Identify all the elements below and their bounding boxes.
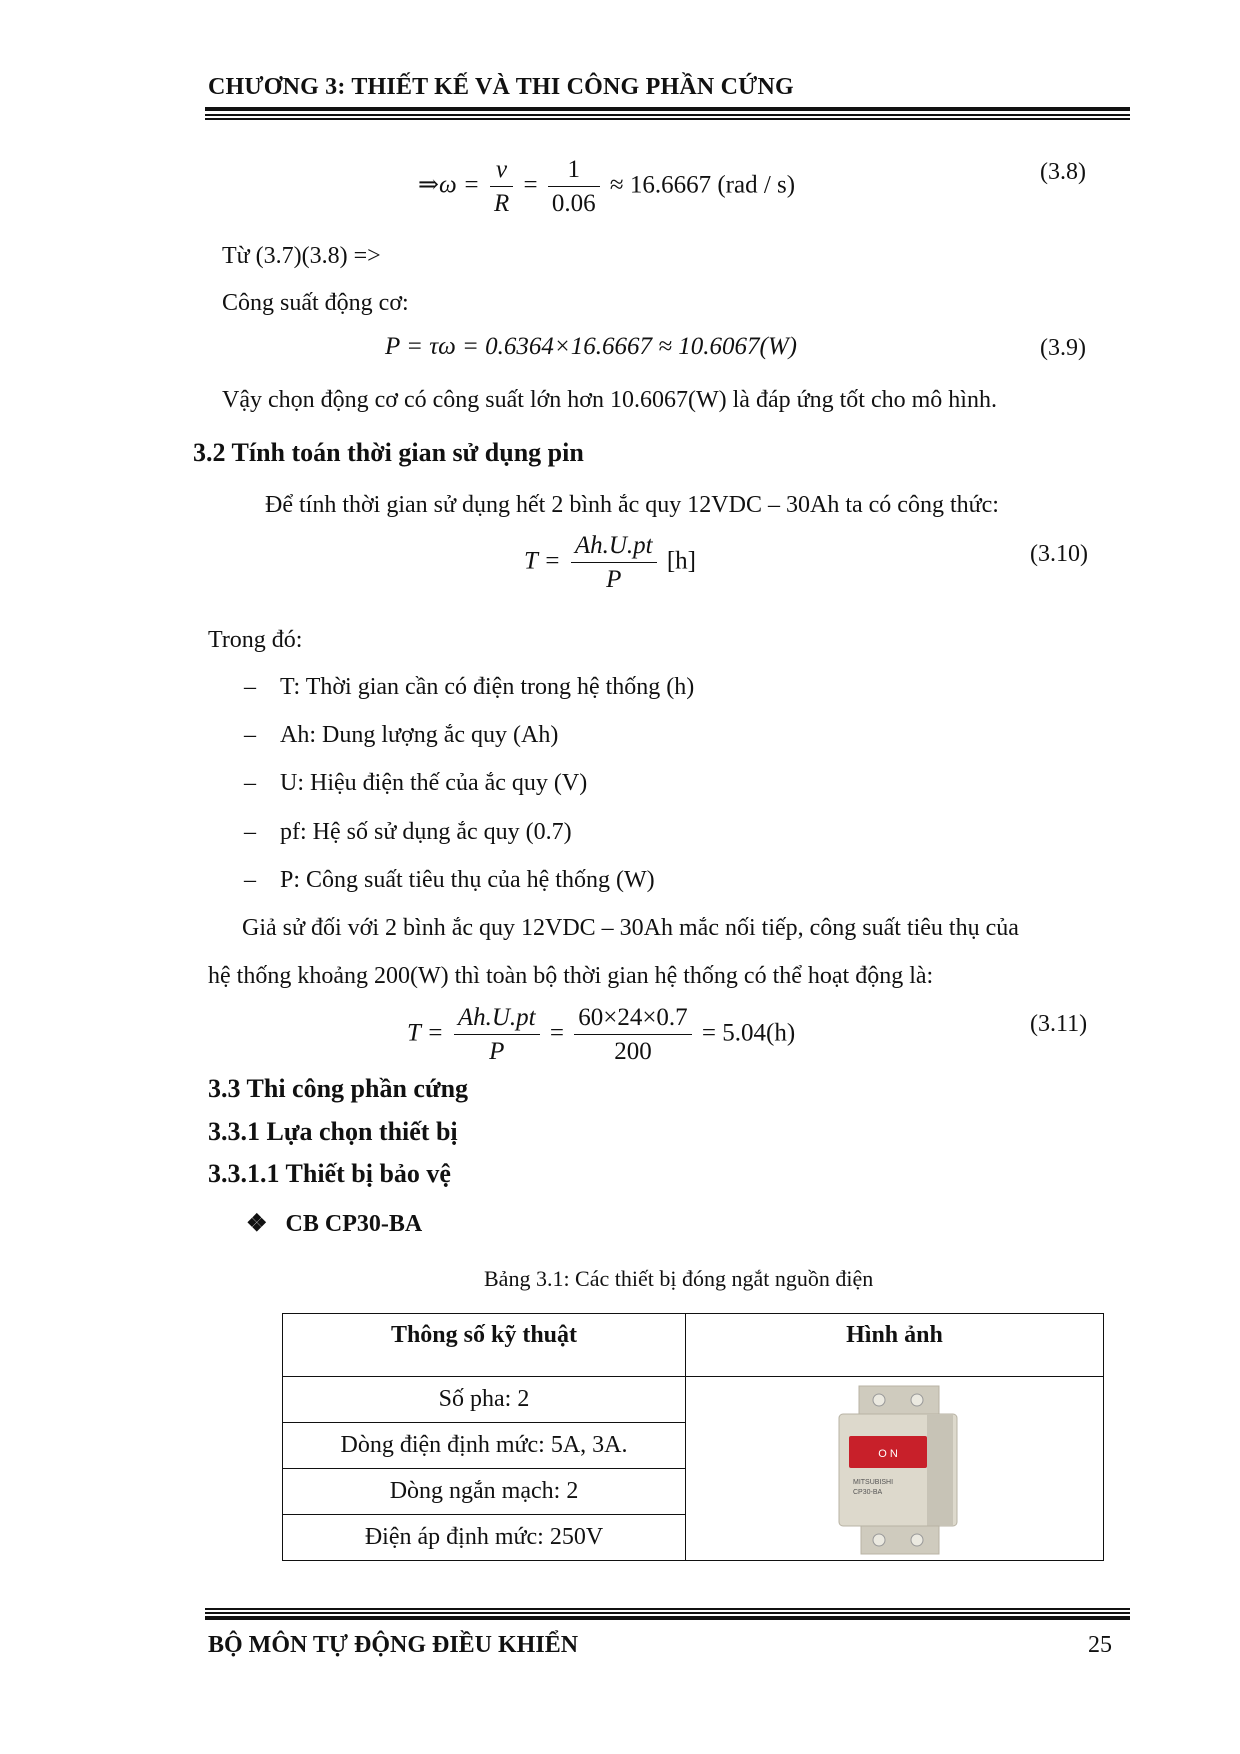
footer-rule-thick — [205, 1616, 1130, 1620]
section-3-2-heading: 3.2 Tính toán thời gian sử dụng pin — [193, 438, 584, 467]
header-rule-thin-2 — [205, 118, 1130, 120]
list-item: – pf: Hệ số sử dụng ắc quy (0.7) — [244, 819, 572, 845]
switch-label: O N — [877, 1447, 898, 1460]
eq38-lhs: ⇒ω = — [418, 171, 480, 199]
table-cell: Điện áp định mức: 250V — [283, 1515, 686, 1561]
equation-3-10: T = $\frac{Ah.U.pt}{P}$ [h] — [524, 532, 697, 593]
header-title: CHƯƠNG 3: THIẾT KẾ VÀ THI CÔNG PHẦN CỨNG — [208, 74, 794, 100]
equation-label-3-11: (3.11) — [1030, 1011, 1088, 1037]
paragraph-6a: Giả sử đối với 2 bình ắc quy 12VDC – 30Ah mắc nối tiếp, công suất tiêu thụ của — [242, 915, 1019, 941]
table-cell: Dòng ngắn mạch: 2 — [283, 1469, 686, 1515]
eq38-frac2: $\frac{1}{0.06}$ — [548, 156, 600, 218]
section-3-3-heading: 3.3 Thi công phần cứng — [208, 1074, 469, 1103]
footer-rule-thin — [205, 1608, 1130, 1610]
circuit-breaker-image — [815, 1380, 975, 1558]
page-number: 25 — [1088, 1632, 1112, 1658]
footer-title: BỘ MÔN TỰ ĐỘNG ĐIỀU KHIỂN — [208, 1632, 579, 1658]
table-header-cell: Thông số kỹ thuật — [283, 1314, 686, 1377]
section-3-3-1-heading: 3.3.1 Lựa chọn thiết bị — [208, 1117, 458, 1146]
equation-3-9: P = τω = 0.6364×16.6667 ≈ 10.6067(W) — [385, 333, 797, 360]
eq311-frac2: $\frac{60\times 24\times 0.7}{200}$ — [574, 1004, 691, 1066]
equation-3-11: T = $\frac{Ah.U.pt}{P}$ = $\frac{60\times 24\times 0.7}{200}$ = 5.04(h) — [407, 1004, 796, 1065]
equation-label-3-8: (3.8) — [1040, 159, 1086, 185]
equation-3-8 — [418, 156, 795, 218]
eq311-frac1: $\frac{Ah.U.pt}{P}$ — [454, 1004, 540, 1066]
paragraph-5: Trong đó: — [208, 627, 303, 653]
footer-rule-thin-2 — [205, 1612, 1130, 1614]
model-text: CP30-BA — [852, 1488, 882, 1496]
diamond-bullet-icon: ❖ — [246, 1211, 268, 1237]
eq310-rhs: [h] — [666, 547, 697, 575]
eq38-rhs: ≈ 16.6667 (rad / s) — [609, 171, 796, 199]
section-3-3-1-1-heading: 3.3.1.1 Thiết bị bảo vệ — [208, 1159, 451, 1188]
equation-label-3-10: (3.10) — [1030, 541, 1088, 567]
list-item: – T: Thời gian cần có điện trong hệ thống (h) — [244, 674, 695, 700]
paragraph-1: Từ (3.7)(3.8) => — [222, 243, 381, 269]
paragraph-4: Để tính thời gian sử dụng hết 2 bình ắc quy 12VDC – 30Ah ta có công thức: — [265, 492, 999, 518]
eq310-frac: $\frac{Ah.U.pt}{P}$ — [571, 532, 657, 594]
eq38-frac1: $\frac{v}{R}$ — [490, 156, 513, 218]
eq311-rhs: = 5.04(h) — [701, 1019, 796, 1047]
table-cell: Dòng điện định mức: 5A, 3A. — [283, 1423, 686, 1469]
eq38-eq: = — [523, 171, 538, 199]
list-item: – Ah: Dung lượng ắc quy (Ah) — [244, 722, 559, 748]
header-rule-thick — [205, 107, 1130, 111]
brand-text: MITSUBISHI — [852, 1478, 893, 1486]
table-cell: Số pha: 2 — [283, 1377, 686, 1423]
table-row — [283, 1377, 1104, 1423]
list-item: – U: Hiệu điện thế của ắc quy (V) — [244, 770, 588, 796]
table-caption: Bảng 3.1: Các thiết bị đóng ngắt nguồn điện — [484, 1266, 874, 1291]
list-item: – P: Công suất tiêu thụ của hệ thống (W) — [244, 867, 655, 893]
breaker-image-cell — [686, 1377, 1104, 1561]
paragraph-3: Vậy chọn động cơ có công suất lớn hơn 10.6067(W) là đáp ứng tốt cho mô hình. — [222, 387, 997, 413]
paragraph-2: Công suất động cơ: — [222, 290, 409, 316]
equation-label-3-9: (3.9) — [1040, 335, 1086, 361]
item-cb-cp30-ba: ❖ CB CP30-BA — [246, 1211, 423, 1237]
table-header-row — [283, 1314, 1104, 1377]
header-rule-thin — [205, 114, 1130, 116]
spec-table — [282, 1313, 1104, 1561]
paragraph-6b: hệ thống khoảng 200(W) thì toàn bộ thời gian hệ thống có thể hoạt động là: — [208, 963, 934, 989]
table-header-cell: Hình ảnh — [686, 1314, 1104, 1377]
